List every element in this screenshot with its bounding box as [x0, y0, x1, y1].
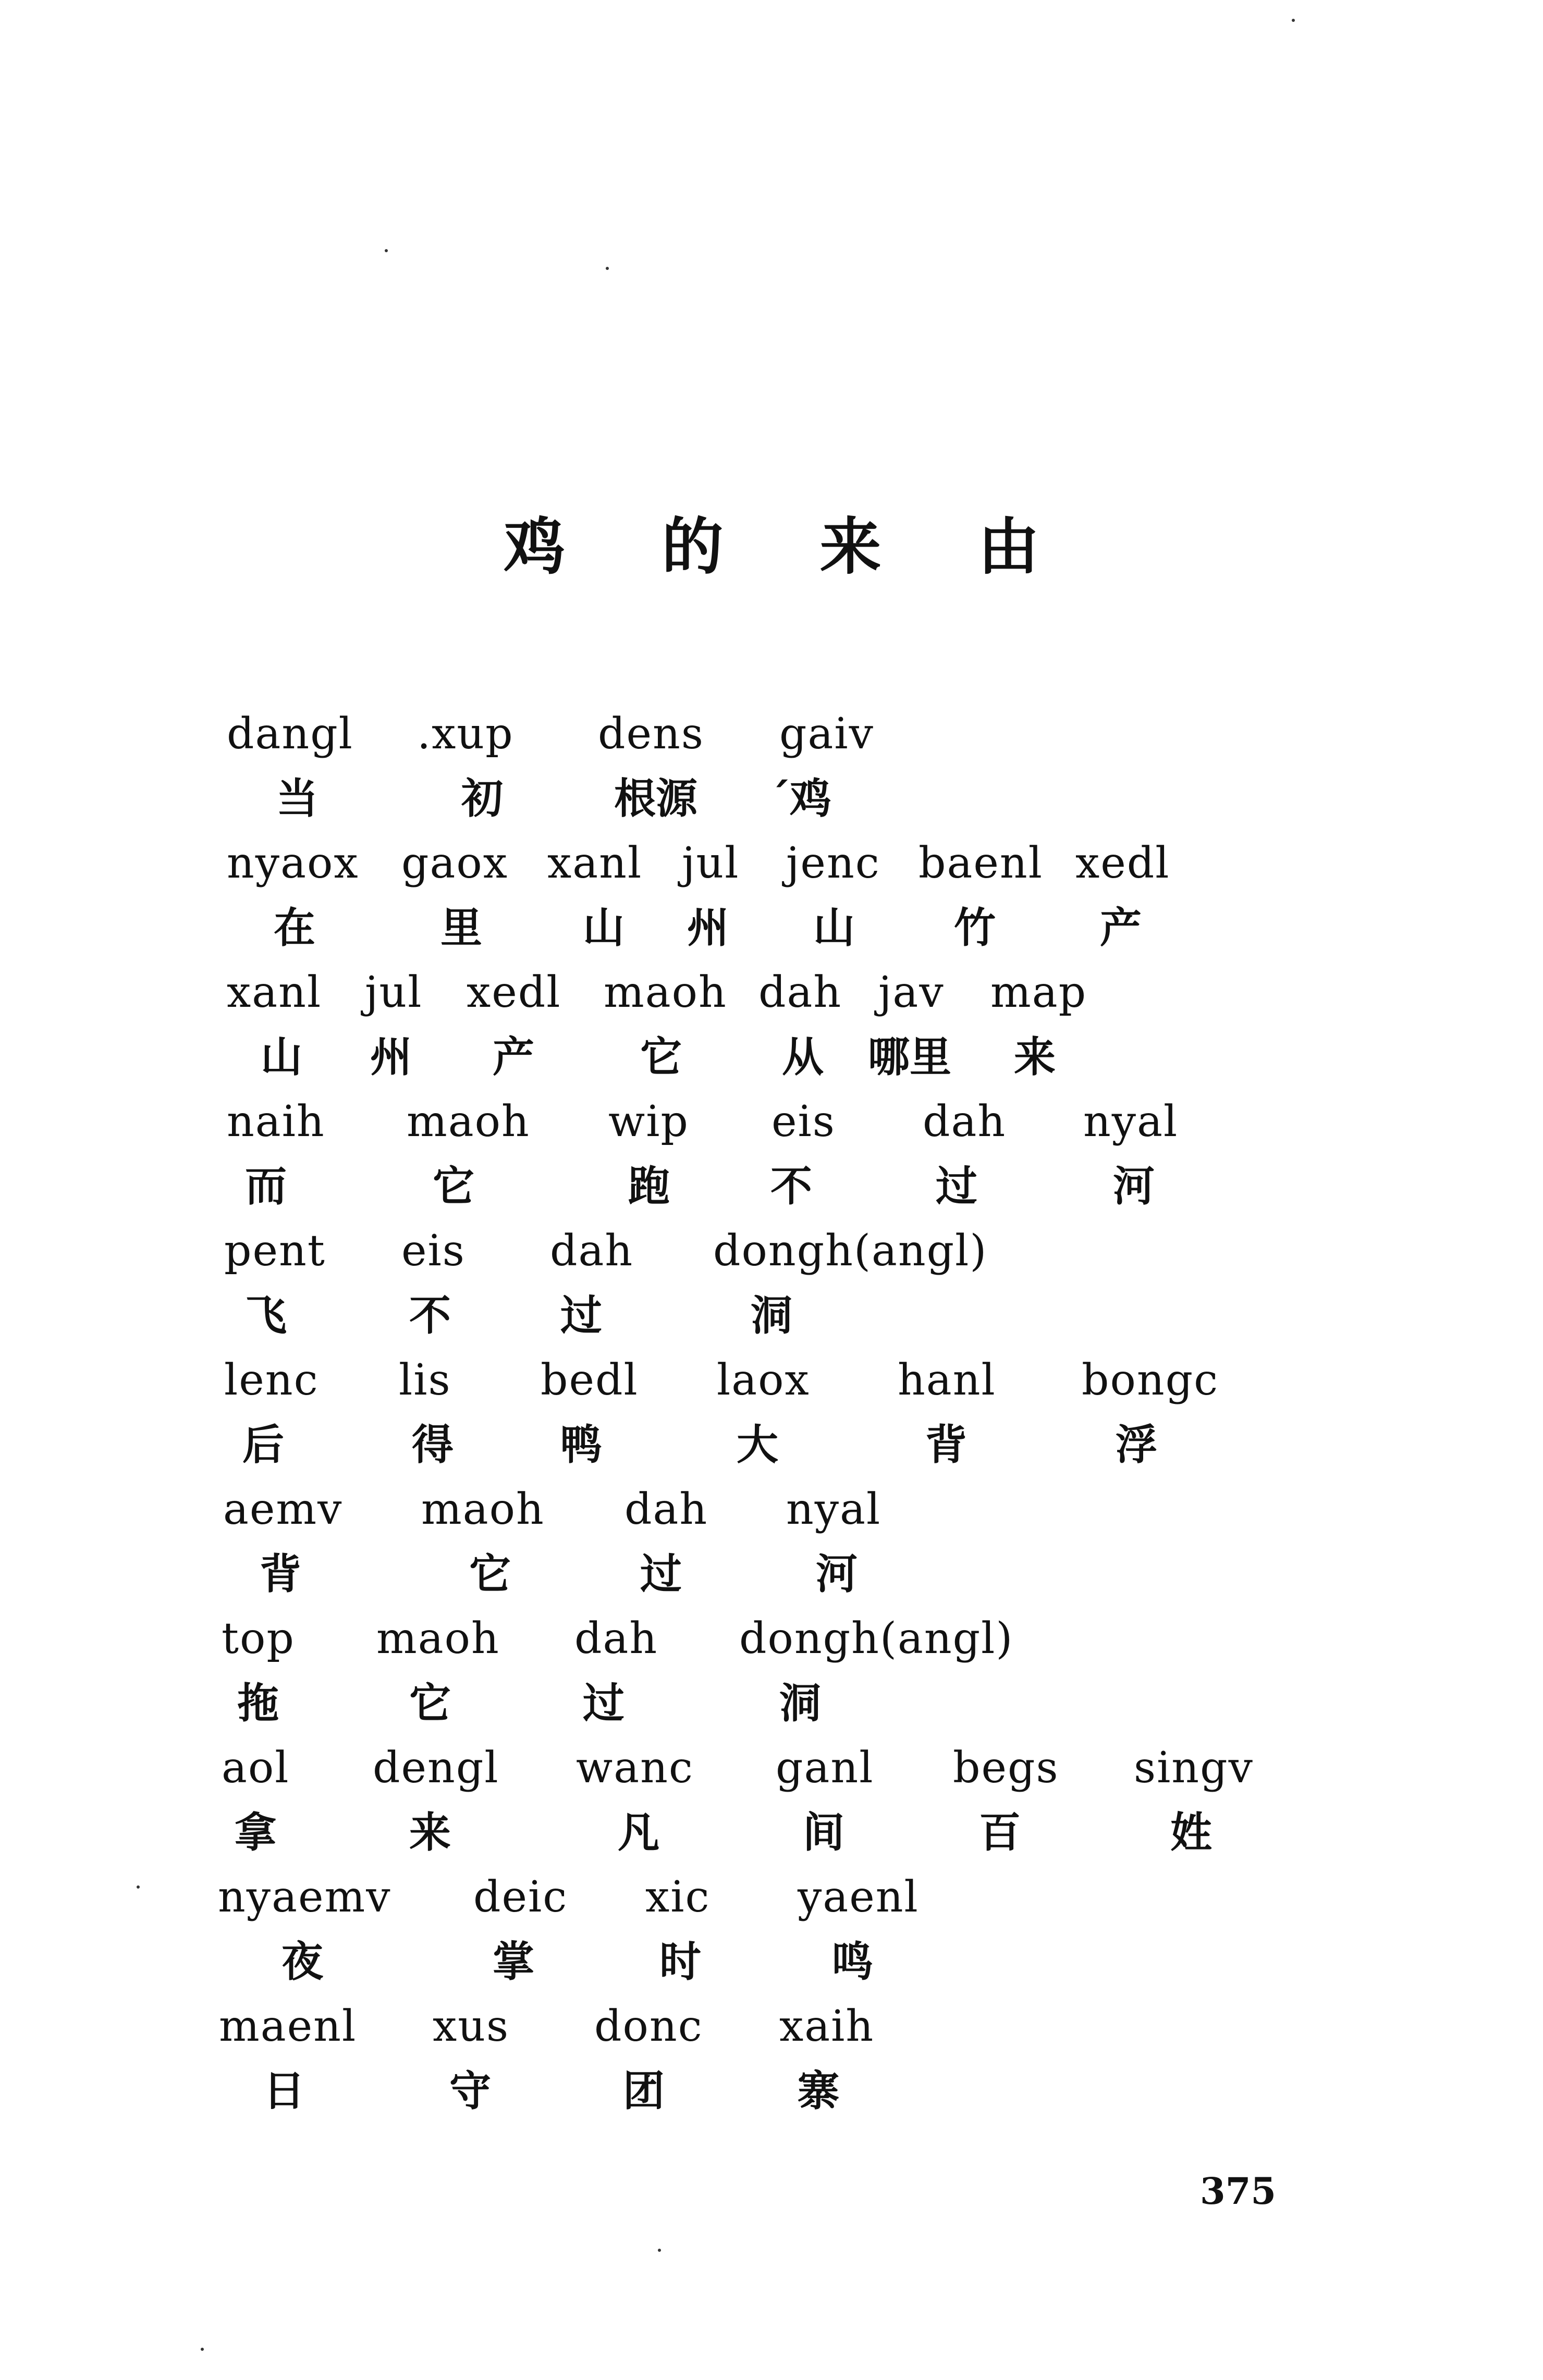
gloss-word: 夜 — [281, 1938, 323, 1986]
romanized-word: naih — [227, 1097, 325, 1146]
gloss-word: 而 — [245, 1162, 287, 1211]
romanized-word: xus — [433, 2002, 510, 2051]
gloss-word: 河 — [1113, 1162, 1155, 1211]
gloss-word: 寨 — [798, 2067, 839, 2115]
romanized-line — [0, 838, 1543, 910]
romanized-word: gaox — [401, 838, 508, 888]
romanized-word: wanc — [576, 1743, 694, 1793]
gloss-word: 拿 — [235, 1808, 276, 1857]
gloss-line — [0, 1550, 1543, 1621]
romanized-word: dah — [758, 968, 842, 1017]
romanized-line — [0, 968, 1543, 1039]
gloss-word: 它 — [433, 1162, 474, 1211]
romanized-word: jav — [878, 968, 945, 1017]
gloss-word: 山 — [813, 904, 855, 952]
gloss-word: 过 — [583, 1679, 624, 1728]
romanized-word: jul — [682, 838, 740, 888]
gloss-word: 飞 — [245, 1291, 287, 1340]
gloss-word: 拖 — [237, 1679, 279, 1728]
gloss-line — [0, 2067, 1543, 2138]
gloss-line — [0, 1938, 1543, 2009]
gloss-word: 不 — [770, 1162, 812, 1211]
romanized-word: dongh(angl) — [713, 1226, 988, 1276]
gloss-word: ˊ鸡 — [769, 774, 831, 823]
romanized-word: dah — [624, 1485, 708, 1534]
gloss-word: 里 — [440, 904, 482, 952]
romanized-word: map — [990, 968, 1087, 1017]
gloss-word: 它 — [409, 1679, 451, 1728]
romanized-word: hanl — [898, 1355, 996, 1405]
gloss-line — [0, 1808, 1543, 1880]
romanized-word: singv — [1134, 1743, 1254, 1793]
gloss-word: 洞 — [751, 1291, 792, 1340]
gloss-word: 不 — [409, 1291, 451, 1340]
romanized-word: aemv — [223, 1485, 343, 1534]
gloss-word: 后 — [242, 1421, 284, 1469]
romanized-word: lis — [399, 1355, 451, 1405]
romanized-line — [0, 1226, 1543, 1298]
romanized-word: dah — [550, 1226, 634, 1276]
romanized-word: .xup — [417, 709, 514, 759]
gloss-word: 根源 — [614, 774, 697, 823]
romanized-word: nyal — [1083, 1097, 1179, 1146]
romanized-word: dangl — [227, 709, 353, 759]
romanized-word: eis — [772, 1097, 836, 1146]
gloss-line — [0, 1162, 1543, 1234]
scan-speck — [1292, 19, 1295, 22]
gloss-word: 山 — [583, 904, 624, 952]
romanized-word: xanl — [227, 968, 322, 1017]
romanized-word: pent — [224, 1226, 326, 1276]
scan-speck — [137, 1885, 140, 1889]
romanized-word: yaenl — [798, 1872, 919, 1922]
romanized-word: begs — [953, 1743, 1059, 1793]
gloss-word: 鸣 — [831, 1938, 873, 1986]
gloss-word: 从 — [782, 1033, 824, 1081]
romanized-word: nyaemv — [218, 1872, 391, 1922]
gloss-word: 来 — [409, 1808, 451, 1857]
scan-speck — [201, 2348, 204, 2351]
romanized-word: top — [222, 1614, 295, 1663]
romanized-word: laox — [717, 1355, 810, 1405]
romanized-word: wip — [608, 1097, 689, 1146]
gloss-word: 当 — [276, 774, 318, 823]
gloss-word: 产 — [493, 1033, 534, 1081]
romanized-word: xic — [645, 1872, 711, 1922]
gloss-line — [0, 904, 1543, 975]
gloss-line — [0, 1033, 1543, 1104]
romanized-line — [0, 2002, 1543, 2073]
romanized-word: xedl — [1075, 838, 1170, 888]
gloss-word: 凡 — [618, 1808, 659, 1857]
gloss-word: 百 — [979, 1808, 1021, 1857]
romanized-word: maoh — [407, 1097, 530, 1146]
gloss-word: 在 — [274, 904, 315, 952]
gloss-word: 守 — [449, 2067, 491, 2115]
romanized-word: eis — [401, 1226, 466, 1276]
romanized-line — [0, 1097, 1543, 1168]
gloss-word: 掌 — [493, 1938, 534, 1986]
romanized-word: maoh — [376, 1614, 500, 1663]
romanized-word: baenl — [919, 838, 1043, 888]
gloss-word: 大 — [737, 1421, 778, 1469]
romanized-word: dens — [598, 709, 704, 759]
gloss-line — [0, 1679, 1543, 1750]
scan-speck — [658, 2249, 661, 2252]
gloss-word: 初 — [461, 774, 503, 823]
gloss-word: 竹 — [954, 904, 996, 952]
romanized-word: bedl — [541, 1355, 639, 1405]
gloss-word: 团 — [623, 2067, 665, 2115]
gloss-word: 浮 — [1116, 1421, 1157, 1469]
romanized-line — [0, 709, 1543, 781]
romanized-line — [0, 1485, 1543, 1556]
gloss-word: 山 — [261, 1033, 302, 1081]
gloss-word: 州 — [370, 1033, 412, 1081]
gloss-word: 鸭 — [560, 1421, 602, 1469]
romanized-word: donc — [594, 2002, 703, 2051]
gloss-word: 产 — [1100, 904, 1142, 952]
romanized-word: nyaox — [227, 838, 359, 888]
romanized-word: lenc — [224, 1355, 319, 1405]
gloss-word: 得 — [412, 1421, 454, 1469]
romanized-word: xanl — [547, 838, 643, 888]
gloss-line — [0, 774, 1543, 846]
romanized-word: xedl — [467, 968, 561, 1017]
gloss-line — [0, 1421, 1543, 1492]
gloss-word: 跑 — [628, 1162, 670, 1211]
romanized-word: dah — [923, 1097, 1007, 1146]
gloss-word: 过 — [560, 1291, 602, 1340]
romanized-word: gaiv — [779, 709, 874, 759]
romanized-word: maoh — [604, 968, 727, 1017]
gloss-word: 洞 — [779, 1679, 821, 1728]
romanized-word: ganl — [776, 1743, 874, 1793]
gloss-word: 河 — [816, 1550, 858, 1598]
romanized-word: jul — [365, 968, 423, 1017]
romanized-word: dengl — [373, 1743, 499, 1793]
romanized-word: nyal — [786, 1485, 881, 1534]
romanized-word: bongc — [1082, 1355, 1219, 1405]
romanized-word: maenl — [219, 2002, 357, 2051]
romanized-line — [0, 1743, 1543, 1815]
scan-speck — [385, 249, 388, 252]
romanized-word: deic — [473, 1872, 568, 1922]
gloss-word: 它 — [469, 1550, 511, 1598]
scan-speck — [606, 267, 609, 270]
poem-title: 鸡 的 来 由 — [504, 511, 1077, 583]
gloss-word: 过 — [936, 1162, 977, 1211]
gloss-word: 背 — [260, 1550, 301, 1598]
gloss-word: 间 — [803, 1808, 844, 1857]
gloss-word: 哪里 — [868, 1033, 951, 1081]
romanized-line — [0, 1614, 1543, 1685]
gloss-word: 来 — [1014, 1033, 1056, 1081]
romanized-line — [0, 1872, 1543, 1944]
gloss-word: 过 — [640, 1550, 682, 1598]
gloss-word: 日 — [263, 2067, 305, 2115]
gloss-word: 姓 — [1170, 1808, 1212, 1857]
gloss-word: 州 — [687, 904, 729, 952]
romanized-word: jenc — [786, 838, 880, 888]
romanized-word: aol — [222, 1743, 290, 1793]
gloss-word: 背 — [925, 1421, 967, 1469]
romanized-word: dah — [574, 1614, 658, 1663]
page-number: 375 — [1200, 2169, 1277, 2213]
gloss-line — [0, 1291, 1543, 1363]
romanized-word: xaih — [779, 2002, 875, 2051]
romanized-line — [0, 1355, 1543, 1427]
gloss-word: 时 — [659, 1938, 701, 1986]
romanized-word: dongh(angl) — [739, 1614, 1014, 1663]
romanized-word: maoh — [421, 1485, 545, 1534]
gloss-word: 它 — [640, 1033, 682, 1081]
